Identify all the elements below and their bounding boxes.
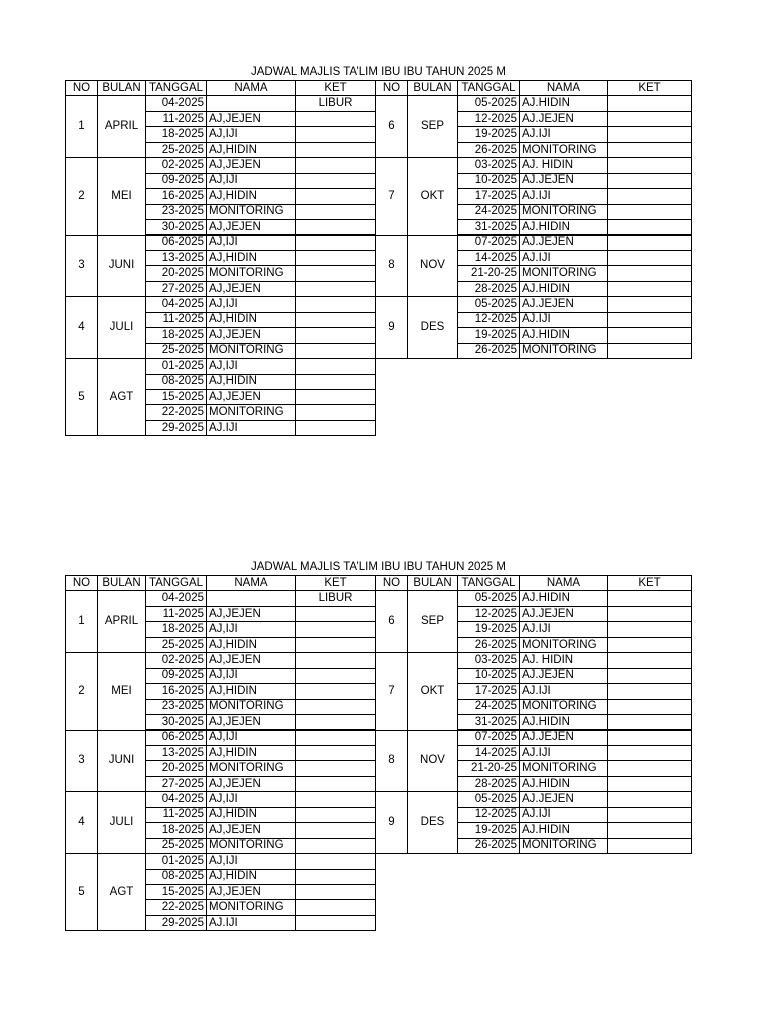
month-number: 6 [375, 590, 408, 653]
month-name: MEI [97, 652, 146, 730]
note-cell [607, 95, 692, 111]
date-cell: 12-2025 [457, 606, 520, 622]
month-name: AGT [97, 358, 146, 436]
note-cell [607, 637, 692, 653]
date-cell: 05-2025 [457, 590, 520, 606]
name-cell: AJ,JEJEN [206, 606, 296, 622]
note-cell [607, 219, 692, 235]
note-cell [607, 312, 692, 328]
note-cell [295, 637, 376, 653]
name-cell: AJ,JEJEN [206, 652, 296, 668]
name-cell: AJ,IJI [206, 621, 296, 637]
name-cell: AJ,JEJEN [206, 714, 296, 730]
date-cell: 13-2025 [145, 745, 207, 761]
note-cell [295, 358, 376, 374]
name-cell: AJ,IJI [206, 235, 296, 251]
note-cell [295, 791, 376, 807]
name-cell: AJ,IJI [206, 358, 296, 374]
note-cell [607, 343, 692, 359]
name-cell: AJ.IJI [519, 188, 608, 204]
date-cell: 24-2025 [457, 699, 520, 715]
date-cell: 23-2025 [145, 699, 207, 715]
name-cell: AJ.JEJEN [519, 668, 608, 684]
name-cell: AJ,IJI [206, 730, 296, 746]
note-cell [295, 404, 376, 420]
name-cell: AJ,IJI [206, 853, 296, 869]
note-cell [295, 219, 376, 235]
column-header-nama: NAMA [206, 575, 296, 591]
month-number: 3 [65, 235, 98, 298]
date-cell: 21-20-25 [457, 760, 520, 776]
note-cell [295, 204, 376, 220]
note-cell [295, 822, 376, 838]
note-cell [295, 188, 376, 204]
name-cell: AJ.JEJEN [519, 606, 608, 622]
note-cell [295, 745, 376, 761]
date-cell: 18-2025 [145, 126, 207, 142]
name-cell: AJ,JEJEN [206, 219, 296, 235]
note-cell [295, 760, 376, 776]
month-number: 8 [375, 730, 408, 793]
date-cell: 31-2025 [457, 219, 520, 235]
date-cell: 11-2025 [145, 606, 207, 622]
note-cell [607, 265, 692, 281]
month-name: NOV [407, 730, 458, 793]
name-cell: AJ,HIDIN [206, 869, 296, 885]
note-cell [295, 374, 376, 390]
name-cell: AJ. HIDIN [519, 157, 608, 173]
page-title: JADWAL MAJLIS TA’LIM IBU IBU TAHUN 2025 M [251, 561, 506, 573]
name-cell: AJ,HIDIN [206, 745, 296, 761]
note-cell [295, 250, 376, 266]
date-cell: 12-2025 [457, 111, 520, 127]
note-cell [607, 776, 692, 792]
name-cell: MONITORING [206, 404, 296, 420]
date-cell: 17-2025 [457, 683, 520, 699]
date-cell: 05-2025 [457, 296, 520, 312]
note-cell [607, 142, 692, 158]
month-name: JULI [97, 296, 146, 359]
date-cell: 19-2025 [457, 822, 520, 838]
name-cell: AJ,HIDIN [206, 807, 296, 823]
month-name: JUNI [97, 235, 146, 298]
date-cell: 27-2025 [145, 281, 207, 297]
note-cell [607, 760, 692, 776]
column-header-tanggal: TANGGAL [457, 575, 520, 591]
name-cell: MONITORING [519, 637, 608, 653]
date-cell: 12-2025 [457, 807, 520, 823]
note-cell [295, 668, 376, 684]
name-cell: AJ.HIDIN [519, 327, 608, 343]
month-name: JULI [97, 791, 146, 854]
note-cell [607, 235, 692, 251]
name-cell: AJ.IJI [519, 807, 608, 823]
name-cell [206, 590, 296, 606]
column-header-no: NO [375, 80, 408, 96]
name-cell: AJ,IJI [206, 296, 296, 312]
name-cell: AJ.HIDIN [519, 590, 608, 606]
name-cell: AJ,HIDIN [206, 250, 296, 266]
date-cell: 25-2025 [145, 343, 207, 359]
date-cell: 25-2025 [145, 838, 207, 854]
column-header-bulan: BULAN [407, 575, 458, 591]
name-cell: MONITORING [206, 265, 296, 281]
note-cell [295, 683, 376, 699]
date-cell: 22-2025 [145, 404, 207, 420]
month-number: 7 [375, 652, 408, 730]
name-cell: AJ,JEJEN [206, 884, 296, 900]
name-cell: MONITORING [206, 899, 296, 915]
column-header-ket: KET [295, 575, 376, 591]
name-cell: AJ.JEJEN [519, 730, 608, 746]
note-cell [295, 173, 376, 189]
month-number: 4 [65, 296, 98, 359]
column-header-nama: NAMA [206, 80, 296, 96]
date-cell: 12-2025 [457, 312, 520, 328]
month-number: 8 [375, 235, 408, 298]
name-cell: AJ.IJI [206, 420, 296, 436]
month-number: 1 [65, 95, 98, 158]
date-cell: 18-2025 [145, 327, 207, 343]
month-name: DES [407, 791, 458, 854]
note-cell [607, 296, 692, 312]
page-title: JADWAL MAJLIS TA’LIM IBU IBU TAHUN 2025 M [251, 66, 506, 78]
month-name: SEP [407, 590, 458, 653]
name-cell: AJ,HIDIN [206, 188, 296, 204]
month-number: 9 [375, 791, 408, 854]
name-cell: AJ.HIDIN [519, 822, 608, 838]
schedule-block-2 [0, 559, 768, 939]
column-header-ket: KET [607, 80, 692, 96]
date-cell: 05-2025 [457, 95, 520, 111]
name-cell: AJ.JEJEN [519, 791, 608, 807]
month-number: 5 [65, 358, 98, 436]
note-cell [295, 838, 376, 854]
date-cell: 03-2025 [457, 157, 520, 173]
name-cell: AJ.HIDIN [519, 776, 608, 792]
date-cell: 13-2025 [145, 250, 207, 266]
month-number: 2 [65, 157, 98, 235]
name-cell: AJ.JEJEN [519, 111, 608, 127]
note-cell [295, 776, 376, 792]
name-cell: AJ,JEJEN [206, 389, 296, 405]
month-name: OKT [407, 157, 458, 235]
name-cell: AJ.HIDIN [519, 219, 608, 235]
date-cell: 28-2025 [457, 281, 520, 297]
date-cell: 30-2025 [145, 714, 207, 730]
date-cell: 11-2025 [145, 111, 207, 127]
month-number: 6 [375, 95, 408, 158]
name-cell: AJ,IJI [206, 173, 296, 189]
note-cell [607, 714, 692, 730]
date-cell: 08-2025 [145, 869, 207, 885]
name-cell: AJ,JEJEN [206, 111, 296, 127]
month-name: SEP [407, 95, 458, 158]
note-cell [607, 590, 692, 606]
column-header-bulan: BULAN [407, 80, 458, 96]
name-cell: MONITORING [519, 343, 608, 359]
note-cell [607, 204, 692, 220]
name-cell: MONITORING [519, 204, 608, 220]
date-cell: 16-2025 [145, 683, 207, 699]
name-cell: AJ,HIDIN [206, 142, 296, 158]
name-cell: AJ.HIDIN [519, 95, 608, 111]
column-header-tanggal: TANGGAL [145, 80, 207, 96]
schedule-block-1 [0, 64, 768, 444]
column-header-nama: NAMA [519, 575, 608, 591]
date-cell: 26-2025 [457, 637, 520, 653]
date-cell: 22-2025 [145, 899, 207, 915]
date-cell: 18-2025 [145, 621, 207, 637]
name-cell: MONITORING [519, 699, 608, 715]
date-cell: 15-2025 [145, 884, 207, 900]
date-cell: 29-2025 [145, 420, 207, 436]
date-cell: 04-2025 [145, 296, 207, 312]
note-cell [295, 899, 376, 915]
note-cell [295, 606, 376, 622]
note-cell [295, 730, 376, 746]
name-cell: AJ,JEJEN [206, 776, 296, 792]
schedule-table [0, 575, 768, 935]
note-cell [295, 420, 376, 436]
date-cell: 24-2025 [457, 204, 520, 220]
name-cell: MONITORING [519, 142, 608, 158]
name-cell: AJ.IJI [519, 621, 608, 637]
name-cell: AJ.JEJEN [519, 296, 608, 312]
name-cell: AJ,HIDIN [206, 683, 296, 699]
name-cell: AJ.IJI [519, 126, 608, 142]
note-cell [607, 327, 692, 343]
date-cell: 01-2025 [145, 358, 207, 374]
note-cell: LIBUR [295, 590, 376, 606]
month-name: MEI [97, 157, 146, 235]
note-cell [607, 188, 692, 204]
name-cell: MONITORING [519, 265, 608, 281]
date-cell: 29-2025 [145, 915, 207, 931]
name-cell: AJ,JEJEN [206, 327, 296, 343]
note-cell [295, 807, 376, 823]
name-cell: AJ.IJI [519, 745, 608, 761]
note-cell [607, 652, 692, 668]
column-header-no: NO [375, 575, 408, 591]
note-cell [607, 126, 692, 142]
name-cell: MONITORING [206, 838, 296, 854]
date-cell: 26-2025 [457, 838, 520, 854]
date-cell: 28-2025 [457, 776, 520, 792]
note-cell [295, 111, 376, 127]
note-cell [295, 157, 376, 173]
note-cell [607, 281, 692, 297]
note-cell [295, 652, 376, 668]
column-header-bulan: BULAN [97, 575, 146, 591]
note-cell [295, 265, 376, 281]
name-cell: AJ.IJI [519, 312, 608, 328]
note-cell: LIBUR [295, 95, 376, 111]
date-cell: 01-2025 [145, 853, 207, 869]
note-cell [607, 807, 692, 823]
date-cell: 09-2025 [145, 668, 207, 684]
note-cell [295, 343, 376, 359]
date-cell: 10-2025 [457, 668, 520, 684]
name-cell [206, 95, 296, 111]
month-number: 9 [375, 296, 408, 359]
month-name: OKT [407, 652, 458, 730]
date-cell: 07-2025 [457, 235, 520, 251]
note-cell [607, 745, 692, 761]
date-cell: 20-2025 [145, 265, 207, 281]
date-cell: 26-2025 [457, 142, 520, 158]
note-cell [607, 699, 692, 715]
column-header-tanggal: TANGGAL [145, 575, 207, 591]
date-cell: 05-2025 [457, 791, 520, 807]
note-cell [295, 869, 376, 885]
name-cell: AJ.HIDIN [519, 714, 608, 730]
note-cell [607, 730, 692, 746]
note-cell [295, 312, 376, 328]
date-cell: 14-2025 [457, 745, 520, 761]
date-cell: 06-2025 [145, 235, 207, 251]
month-name: APRIL [97, 95, 146, 158]
month-number: 5 [65, 853, 98, 931]
name-cell: MONITORING [206, 343, 296, 359]
note-cell [607, 157, 692, 173]
column-header-nama: NAMA [519, 80, 608, 96]
name-cell: AJ.JEJEN [519, 173, 608, 189]
note-cell [295, 699, 376, 715]
date-cell: 08-2025 [145, 374, 207, 390]
note-cell [607, 621, 692, 637]
name-cell: AJ.IJI [206, 915, 296, 931]
date-cell: 31-2025 [457, 714, 520, 730]
date-cell: 21-20-25 [457, 265, 520, 281]
date-cell: 30-2025 [145, 219, 207, 235]
note-cell [607, 683, 692, 699]
note-cell [295, 389, 376, 405]
name-cell: AJ. HIDIN [519, 652, 608, 668]
month-name: AGT [97, 853, 146, 931]
note-cell [295, 126, 376, 142]
date-cell: 19-2025 [457, 126, 520, 142]
note-cell [295, 281, 376, 297]
date-cell: 14-2025 [457, 250, 520, 266]
name-cell: AJ,JEJEN [206, 157, 296, 173]
date-cell: 04-2025 [145, 791, 207, 807]
date-cell: 26-2025 [457, 343, 520, 359]
date-cell: 27-2025 [145, 776, 207, 792]
date-cell: 17-2025 [457, 188, 520, 204]
date-cell: 19-2025 [457, 621, 520, 637]
note-cell [607, 668, 692, 684]
date-cell: 23-2025 [145, 204, 207, 220]
name-cell: AJ,HIDIN [206, 312, 296, 328]
date-cell: 06-2025 [145, 730, 207, 746]
date-cell: 11-2025 [145, 312, 207, 328]
schedule-table [0, 80, 768, 440]
date-cell: 02-2025 [145, 652, 207, 668]
note-cell [607, 606, 692, 622]
column-header-no: NO [65, 575, 98, 591]
month-number: 4 [65, 791, 98, 854]
name-cell: AJ,IJI [206, 668, 296, 684]
note-cell [295, 621, 376, 637]
name-cell: MONITORING [206, 699, 296, 715]
name-cell: MONITORING [519, 760, 608, 776]
note-cell [607, 822, 692, 838]
date-cell: 10-2025 [457, 173, 520, 189]
note-cell [295, 235, 376, 251]
name-cell: AJ,JEJEN [206, 281, 296, 297]
month-name: NOV [407, 235, 458, 298]
note-cell [607, 173, 692, 189]
note-cell [295, 142, 376, 158]
name-cell: AJ,IJI [206, 126, 296, 142]
column-header-no: NO [65, 80, 98, 96]
note-cell [295, 853, 376, 869]
month-name: DES [407, 296, 458, 359]
date-cell: 25-2025 [145, 142, 207, 158]
name-cell: AJ.HIDIN [519, 281, 608, 297]
month-number: 7 [375, 157, 408, 235]
name-cell: AJ,HIDIN [206, 637, 296, 653]
month-name: APRIL [97, 590, 146, 653]
date-cell: 25-2025 [145, 637, 207, 653]
note-cell [607, 111, 692, 127]
note-cell [295, 884, 376, 900]
date-cell: 18-2025 [145, 822, 207, 838]
name-cell: AJ,HIDIN [206, 374, 296, 390]
name-cell: MONITORING [206, 204, 296, 220]
column-header-bulan: BULAN [97, 80, 146, 96]
note-cell [607, 250, 692, 266]
column-header-tanggal: TANGGAL [457, 80, 520, 96]
note-cell [607, 838, 692, 854]
name-cell: AJ.JEJEN [519, 235, 608, 251]
date-cell: 02-2025 [145, 157, 207, 173]
note-cell [295, 296, 376, 312]
note-cell [295, 915, 376, 931]
month-number: 2 [65, 652, 98, 730]
date-cell: 04-2025 [145, 95, 207, 111]
date-cell: 03-2025 [457, 652, 520, 668]
name-cell: MONITORING [206, 760, 296, 776]
column-header-ket: KET [607, 575, 692, 591]
date-cell: 20-2025 [145, 760, 207, 776]
name-cell: AJ,JEJEN [206, 822, 296, 838]
date-cell: 15-2025 [145, 389, 207, 405]
note-cell [295, 714, 376, 730]
date-cell: 19-2025 [457, 327, 520, 343]
date-cell: 07-2025 [457, 730, 520, 746]
date-cell: 04-2025 [145, 590, 207, 606]
note-cell [295, 327, 376, 343]
month-name: JUNI [97, 730, 146, 793]
date-cell: 11-2025 [145, 807, 207, 823]
date-cell: 09-2025 [145, 173, 207, 189]
name-cell: MONITORING [519, 838, 608, 854]
month-number: 3 [65, 730, 98, 793]
name-cell: AJ,IJI [206, 791, 296, 807]
column-header-ket: KET [295, 80, 376, 96]
note-cell [607, 791, 692, 807]
date-cell: 16-2025 [145, 188, 207, 204]
name-cell: AJ.IJI [519, 683, 608, 699]
name-cell: AJ.IJI [519, 250, 608, 266]
month-number: 1 [65, 590, 98, 653]
